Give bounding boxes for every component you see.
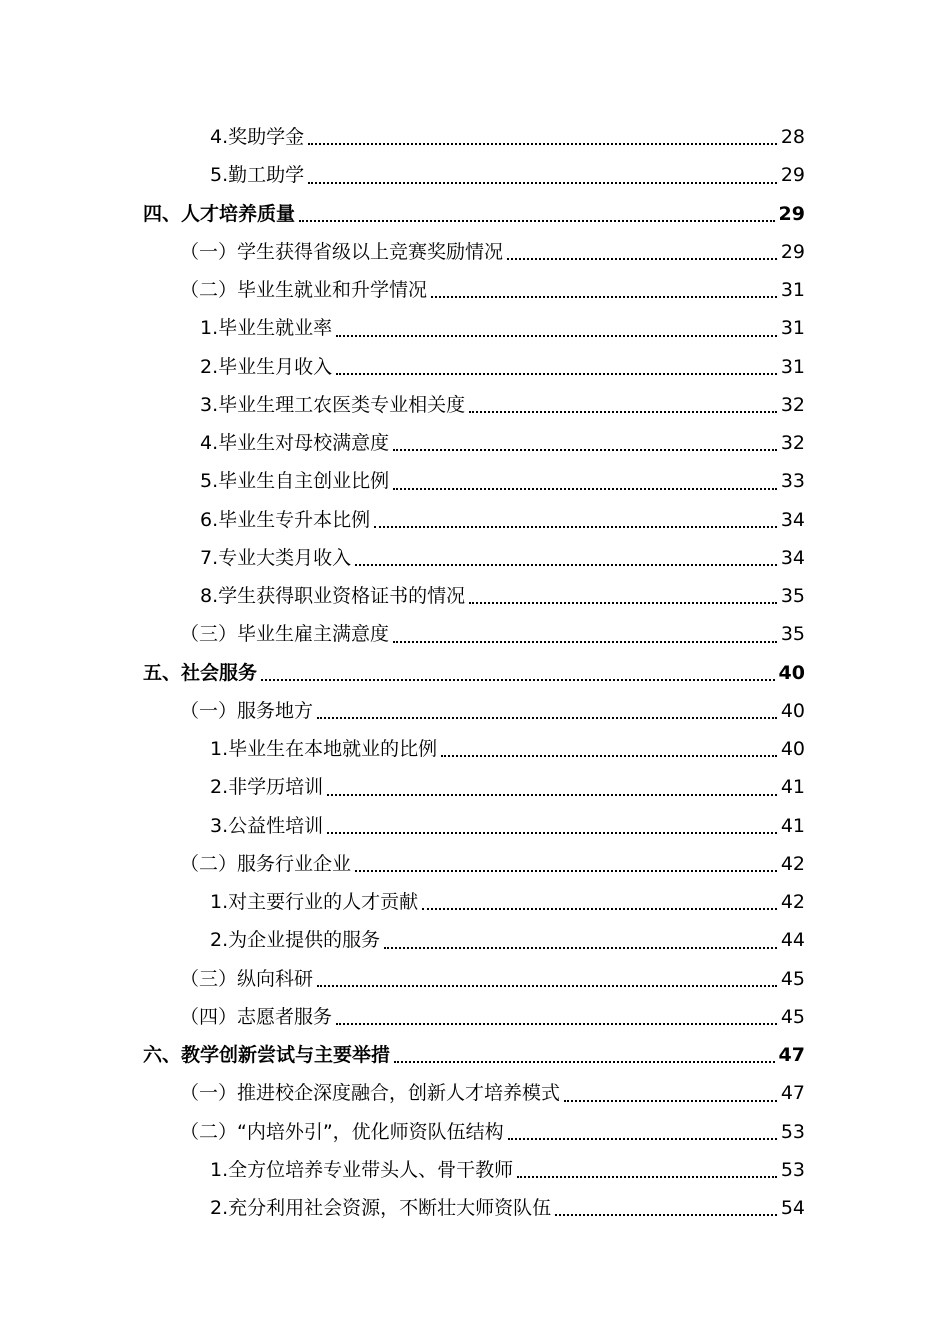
- toc-entry-page-number: 45: [780, 1005, 805, 1028]
- toc-entry-page-number: 40: [780, 699, 805, 722]
- toc-entry-title: 5.毕业生自主创业比例: [200, 470, 390, 493]
- toc-entry: [0, 692, 950, 730]
- dot-leader: [261, 679, 775, 681]
- toc-entry-title: 2.非学历培训: [210, 776, 324, 799]
- toc-entry-title: （一）服务地方: [180, 699, 314, 722]
- dot-leader: [469, 411, 777, 413]
- dot-leader: [393, 488, 777, 490]
- toc-entry: [0, 386, 950, 424]
- dot-leader: [441, 755, 777, 757]
- toc-entry-title: 3.毕业生理工农医类专业相关度: [200, 393, 466, 416]
- toc-entry: [0, 654, 950, 692]
- toc-entry-page-number: 45: [780, 967, 805, 990]
- toc-entry: [0, 1189, 950, 1227]
- toc-entry-page-number: 44: [780, 929, 805, 952]
- dot-leader: [327, 794, 777, 796]
- toc-entry: [0, 309, 950, 347]
- toc-entry: [0, 233, 950, 271]
- dot-leader: [393, 641, 777, 643]
- toc-entry-title: 6.毕业生专升本比例: [200, 508, 371, 531]
- toc-entry: [0, 577, 950, 615]
- toc-entry: [0, 156, 950, 194]
- toc-entry: [0, 1036, 950, 1074]
- toc-entry-page-number: 29: [780, 164, 805, 187]
- toc-entry: [0, 539, 950, 577]
- toc-entry-title: 1.全方位培养专业带头人、骨干教师: [210, 1158, 514, 1181]
- toc-entry: [0, 424, 950, 462]
- toc-entry-page-number: 40: [780, 738, 805, 760]
- toc-entry-page-number: 35: [780, 585, 805, 607]
- dot-leader: [308, 182, 777, 184]
- toc-entry-page-number: 47: [778, 1044, 805, 1066]
- dot-leader: [394, 1061, 775, 1063]
- dot-leader: [555, 1214, 777, 1216]
- dot-leader: [327, 832, 777, 834]
- toc-entry-page-number: 31: [780, 355, 805, 378]
- toc-entry-page-number: 29: [778, 202, 805, 225]
- toc-entry-page-number: 54: [780, 1197, 805, 1219]
- toc-entry: [0, 462, 950, 500]
- toc-entry-page-number: 41: [780, 814, 805, 837]
- toc-entry-title: 4.毕业生对母校满意度: [200, 432, 390, 454]
- toc-entry: [0, 883, 950, 921]
- dot-leader: [393, 449, 777, 451]
- toc-entry-page-number: 29: [780, 240, 805, 263]
- toc-entry: [0, 921, 950, 959]
- toc-entry-title: 2.充分利用社会资源，不断壮大师资队伍: [210, 1197, 552, 1219]
- toc-entry: [0, 807, 950, 845]
- toc-entry-title: 1.毕业生就业率: [200, 317, 333, 340]
- toc-entry: [0, 730, 950, 768]
- toc-entry-page-number: 35: [780, 623, 805, 646]
- dot-leader: [507, 258, 777, 260]
- toc-entry-title: （三）纵向科研: [180, 967, 314, 990]
- dot-leader: [336, 373, 777, 375]
- toc-entry-page-number: 40: [778, 661, 805, 684]
- toc-entry: [0, 1074, 950, 1112]
- dot-leader: [336, 1023, 777, 1025]
- toc-entry: [0, 1151, 950, 1189]
- toc-entry: [0, 501, 950, 539]
- toc-entry-title: 六、教学创新尝试与主要举措: [143, 1044, 391, 1066]
- toc-entry-title: 3.公益性培训: [210, 814, 324, 837]
- toc-entry-title: （四）志愿者服务: [180, 1005, 333, 1028]
- toc-entry-page-number: 42: [780, 852, 805, 875]
- table-of-contents: [0, 118, 950, 1227]
- toc-entry-page-number: 53: [780, 1158, 805, 1181]
- toc-entry: [0, 768, 950, 806]
- dot-leader: [374, 526, 777, 528]
- toc-entry-title: （一）学生获得省级以上竞赛奖励情况: [180, 240, 504, 263]
- toc-entry: [0, 195, 950, 233]
- toc-entry: [0, 615, 950, 653]
- dot-leader: [355, 870, 777, 872]
- dot-leader: [508, 1138, 777, 1140]
- toc-entry-title: 4.奖助学金: [210, 126, 305, 148]
- toc-entry: [0, 348, 950, 386]
- dot-leader: [299, 220, 775, 222]
- toc-entry-page-number: 32: [780, 432, 805, 454]
- toc-entry-page-number: 53: [780, 1120, 805, 1143]
- toc-entry-page-number: 32: [780, 393, 805, 416]
- toc-entry-title: （一）推进校企深度融合，创新人才培养模式: [180, 1082, 561, 1105]
- toc-entry-page-number: 34: [780, 546, 805, 569]
- dot-leader: [317, 985, 777, 987]
- dot-leader: [336, 335, 777, 337]
- toc-entry-page-number: 41: [780, 776, 805, 799]
- toc-entry-title: 1.毕业生在本地就业的比例: [210, 738, 438, 760]
- toc-entry-title: （三）毕业生雇主满意度: [180, 623, 390, 646]
- toc-entry-title: 7.专业大类月收入: [200, 546, 352, 569]
- toc-entry: [0, 1113, 950, 1151]
- dot-leader: [431, 296, 777, 298]
- toc-entry: [0, 998, 950, 1036]
- dot-leader: [422, 908, 777, 910]
- dot-leader: [564, 1100, 777, 1102]
- toc-entry-title: 五、社会服务: [143, 661, 258, 684]
- dot-leader: [355, 564, 777, 566]
- toc-entry-page-number: 33: [780, 470, 805, 493]
- dot-leader: [308, 143, 777, 145]
- toc-entry-title: （二）“内培外引”，优化师资队伍结构: [180, 1120, 504, 1143]
- toc-entry-page-number: 34: [780, 508, 805, 531]
- toc-entry-title: 1.对主要行业的人才贡献: [210, 891, 419, 913]
- toc-entry: [0, 271, 950, 309]
- toc-entry: [0, 118, 950, 156]
- dot-leader: [517, 1176, 777, 1178]
- toc-entry-title: 四、人才培养质量: [143, 202, 296, 225]
- toc-entry: [0, 960, 950, 998]
- toc-entry-title: 5.勤工助学: [210, 164, 305, 187]
- dot-leader: [317, 717, 777, 719]
- toc-entry-title: 2.毕业生月收入: [200, 355, 333, 378]
- toc-entry-title: 8.学生获得职业资格证书的情况: [200, 585, 466, 607]
- dot-leader: [384, 947, 777, 949]
- toc-entry-title: 2.为企业提供的服务: [210, 929, 381, 952]
- toc-entry-page-number: 47: [780, 1082, 805, 1105]
- dot-leader: [469, 602, 777, 604]
- toc-entry-title: （二）毕业生就业和升学情况: [180, 279, 428, 301]
- toc-entry-page-number: 42: [780, 891, 805, 913]
- toc-entry-page-number: 31: [780, 279, 805, 301]
- toc-entry: [0, 845, 950, 883]
- toc-entry-page-number: 28: [780, 126, 805, 148]
- toc-entry-title: （二）服务行业企业: [180, 852, 352, 875]
- toc-entry-page-number: 31: [780, 317, 805, 340]
